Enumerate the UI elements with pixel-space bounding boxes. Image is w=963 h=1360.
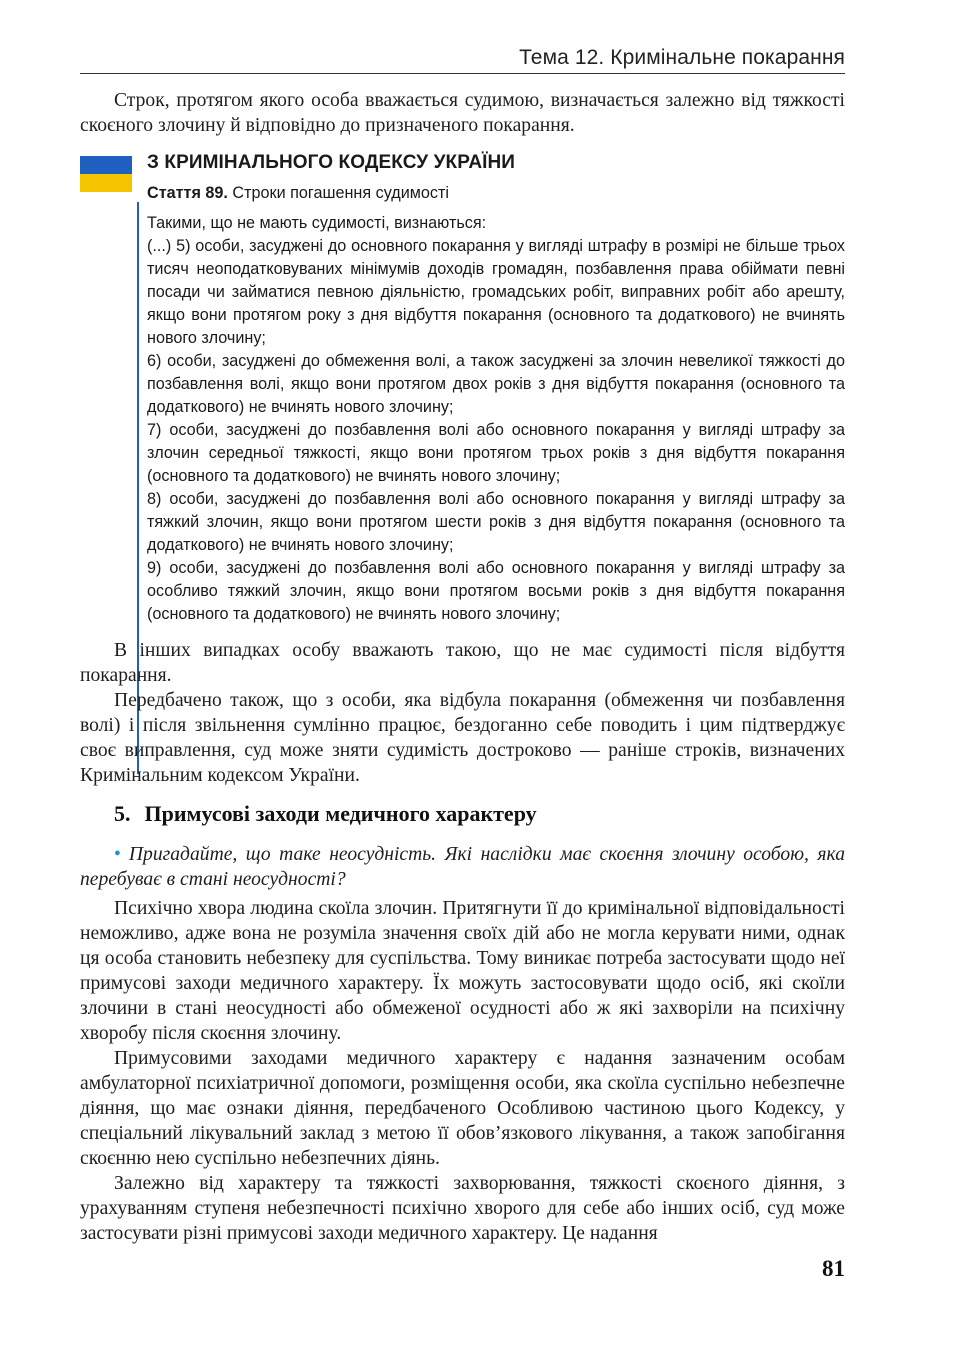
page-number: 81 xyxy=(822,1256,845,1281)
article-paragraph: Такими, що не мають судимості, визнаються: xyxy=(147,214,487,232)
article-paragraph: 7) особи, засуджені до позбавлення волі або основного покарання у вигляді штрафу за злочин середньої тяжкості, якщо вони протягом трьох років з дня відбуття покарання (основного та додаткового) не вчинять нового злочину; xyxy=(147,421,845,485)
article-paragraph: 6) особи, засуджені до обмеження волі, а також засуджені за злочин невеликої тяжкості до позбавлення волі, якщо вони протягом двох років з дня відбуття покарання (основного та додаткового) не вчинять нового злочину; xyxy=(147,352,845,416)
article-paragraph: (...) 5) особи, засуджені до основного покарання у вигляді штрафу в розмірі не більше трьох тисяч неоподатковуваних мінімумів доходів громадян, позбавлення права обіймати певні посади чи займатися певною діяльністю, громадських робіт, виправних робіт або арешту, якщо вони протягом року з дня відбуття покарання (основного та додаткового) не вчинять нового злочину; xyxy=(147,237,845,347)
section-heading: 5. Примусові заходи медичного характеру xyxy=(114,801,537,826)
body-paragraph: В інших випадках особу вважають такою, що не має судимості після відбуття покарання. xyxy=(80,640,845,686)
excerpt-title: З КРИМІНАЛЬНОГО КОДЕКСУ УКРАЇНИ xyxy=(147,152,516,173)
article-paragraph: 9) особи, засуджені до позбавлення волі або основного покарання у вигляді штрафу за особливо тяжкий злочин, якщо вони протягом восьми років з дня відбуття покарання (основного та додаткового) не вчинять нового злочину; xyxy=(147,559,845,623)
section-body xyxy=(80,896,845,1246)
body-paragraph: Залежно від характеру та тяжкості захворювання, тяжкості скоєного діяння, з урахуванням ступеня небезпечності психічно хворого для себе або інших осіб, суд може застосувати різні примусові заходи медичного характеру. Це надання xyxy=(80,1173,845,1244)
textbook-page xyxy=(80,0,845,1360)
intro-paragraph: Строк, протягом якого особа вважається судимою, визначається залежно від тяжкості скоєного злочину й відповідно до призначеного покарання. xyxy=(80,90,845,136)
article-heading: Стаття 89. Строки погашення судимості xyxy=(147,184,449,202)
article-text xyxy=(147,212,845,626)
body-paragraph: Примусовими заходами медичного характеру є надання зазначеним особам амбулаторної психіатричної допомоги, розміщення особи, яка скоїла суспільно небезпечне діяння, що має ознаки діяння, передбаченого Особливою частиною цього Кодексу, у спеціальний лікувальний заклад з метою її обов’язкового лікування, а також запобігання скоєнню нею суспільно небезпечних діянь. xyxy=(80,1048,845,1169)
running-header: Тема 12. Кримінальне покарання xyxy=(519,46,845,69)
header-rule xyxy=(80,73,845,74)
post-excerpt-text xyxy=(80,638,845,788)
article-paragraph: 8) особи, засуджені до позбавлення волі або основного покарання у вигляді штрафу за тяжкий злочин, якщо вони протягом шести років з дня відбуття покарання (основного та додаткового) не вчинять нового злочину; xyxy=(147,490,845,554)
bullet-icon: • xyxy=(114,844,121,865)
review-question: • Пригадайте, що таке неосудність. Які наслідки має скоєння злочину особою, яка перебуває в стані неосудності? xyxy=(80,844,845,890)
body-paragraph: Психічно хвора людина скоїла злочин. Притягнути її до кримінальної відповідальності неможливо, адже вона не розуміла значення своїх дій або не могла керувати ними, однак ця особа становить небезпеку для суспільства. Тому виникає потреба застосувати щодо неї примусові заходи медичного характеру. Їх можуть застосовувати щодо осіб, які скоїли злочини в стані неосудності або обмеженої осудності або ж які захворіли на психічну хворобу після скоєння злочину. xyxy=(80,898,845,1044)
body-paragraph: Передбачено також, що з особи, яка відбула покарання (обмеження чи позбавлення волі) і після звільнення сумлінно працює, бездоганно себе поводить і цим підтверджує своє виправлення, суд може зняти судимість достроково — раніше строків, визначених Кримінальним кодексом України. xyxy=(80,690,845,786)
ukraine-flag-icon xyxy=(80,156,132,192)
